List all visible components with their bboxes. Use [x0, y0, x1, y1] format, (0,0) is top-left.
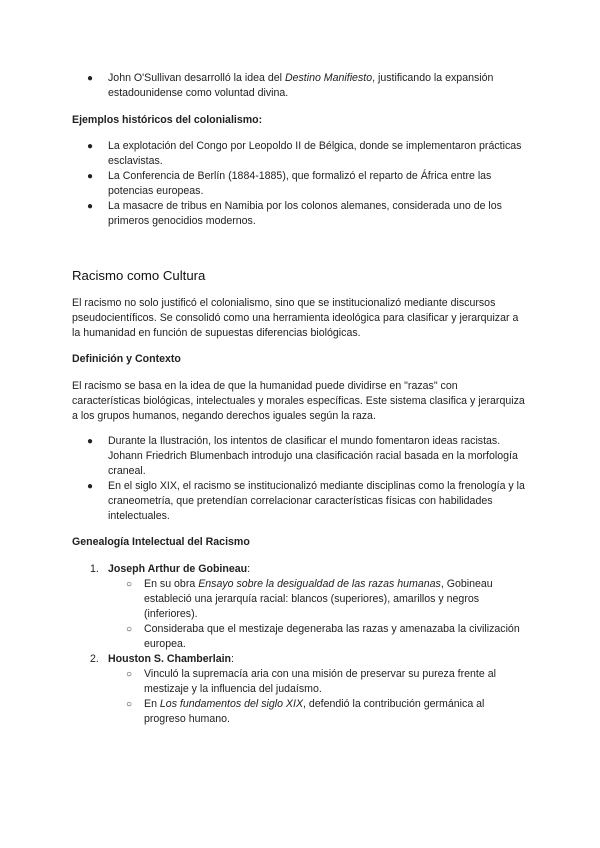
list-item: ● La masacre de tribus en Namibia por los colonos alemanes, considerada uno de los primeros genocidios modernos.: [87, 200, 502, 227]
list-item: ● La explotación del Congo por Leopoldo II de Bélgica, donde se implementaron prácticas esclavistas.: [87, 140, 522, 167]
circle-bullet-icon: ○: [126, 669, 133, 680]
author-item: 2. Houston S. Chamberlain: ○ Vinculó la supremacía aria con una misión de preservar su pureza frente al mestizaje y la influencia del judaísmo. ○ En Los fundamentos del siglo XIX, defendió la contribución germánica al progreso humano.: [72, 652, 528, 727]
list-item: ● John O'Sullivan desarrolló la idea del Destino Manifiesto, justificando la expansión estadounidense como voluntad divina.: [87, 72, 494, 99]
bullet-icon: ●: [87, 171, 94, 182]
definition-paragraph: El racismo se basa en la idea de que la humanidad puede dividirse en "razas" con características biológicas, intelectuales y morales específicas. Este sistema clasifica y jerarquiza a los grupos humanos, negando derechos iguales según la raza.: [72, 380, 525, 422]
circle-bullet-icon: ○: [126, 624, 133, 635]
definition-list: [72, 434, 528, 524]
bullet-icon: ●: [87, 141, 94, 152]
circle-bullet-icon: ○: [126, 699, 133, 710]
list-number: 2.: [90, 653, 99, 665]
sub-list-item: ○ En Los fundamentos del siglo XIX, defendió la contribución germánica al progreso humano.: [126, 698, 485, 725]
author-item: 1. Joseph Arthur de Gobineau: ○ En su obra Ensayo sobre la desigualdad de las razas humanas, Gobineau estableció una jerarquía racial: blancos (superiores), amarillos y negros (inferiores). ○ Consideraba que el mestizaje degeneraba las razas y amenazaba la civilización europea.: [72, 562, 528, 652]
bullet-icon: ●: [87, 481, 94, 492]
genealogy-heading: Genealogía Intelectual del Racismo: [72, 536, 250, 548]
sub-list-item: ○ Consideraba que el mestizaje degeneraba las razas y amenazaba la civilización europea.: [126, 623, 520, 650]
author-name: Joseph Arthur de Gobineau: [108, 563, 248, 575]
list-item: ● En el siglo XIX, el racismo se institucionalizó mediante disciplinas como la frenología y la craneometría, que pretendían correlacionar características físicas con habilidades intelectuales.: [87, 480, 525, 522]
bullet-icon: ●: [87, 436, 94, 447]
sub-list-item: ○ En su obra Ensayo sobre la desigualdad de las razas humanas, Gobineau estableció una jerarquía racial: blancos (superiores), amarillos y negros (inferiores).: [126, 578, 493, 620]
bullet-icon: ●: [87, 73, 94, 84]
racism-culture-paragraph: El racismo no solo justificó el colonialismo, sino que se institucionalizó mediante discursos pseudocientíficos. Se consolidó como una herramienta ideológica para clasificar y jerarquizar a la humanidad en función de supuestas diferencias biológicas.: [72, 297, 519, 339]
section-title-racismo-cultura: Racismo como Cultura: [72, 268, 206, 283]
sub-list-item: ○ Vinculó la supremacía aria con una misión de preservar su pureza frente al mestizaje y la influencia del judaísmo.: [126, 668, 496, 695]
bullet-icon: ●: [87, 201, 94, 212]
colonialism-examples-heading: Ejemplos históricos del colonialismo:: [72, 114, 263, 126]
colonialism-examples-list: [72, 139, 528, 229]
definition-heading: Definición y Contexto: [72, 353, 181, 365]
author-name: Houston S. Chamberlain: [108, 653, 232, 665]
intro-bullet-list: [72, 71, 528, 101]
genealogy-list: [72, 562, 528, 727]
circle-bullet-icon: ○: [126, 579, 133, 590]
list-item: ● La Conferencia de Berlín (1884-1885), que formalizó el reparto de África entre las potencias europeas.: [87, 170, 492, 197]
list-number: 1.: [90, 563, 99, 575]
list-item: ● Durante la Ilustración, los intentos de clasificar el mundo fomentaron ideas racistas. Johann Friedrich Blumenbach introdujo una clasificación racial basada en la morfología craneal.: [87, 435, 518, 477]
